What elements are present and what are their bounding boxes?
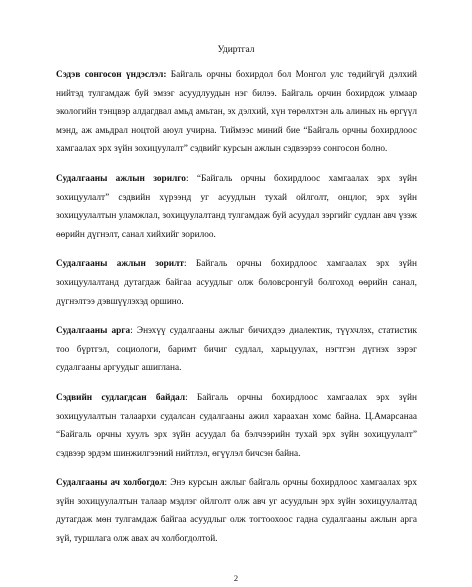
paragraph-research-goal bbox=[56, 170, 417, 244]
paragraph-significance bbox=[56, 474, 417, 548]
paragraph-text: Байгаль орчны бохирдол бол Монгол улс төдийгүй дэлхий нийтэд тулгамдаж буй эмзэг асуудлуудын нэг билээ. Байгаль орчин бохирдож улмаар экологийн тэнцвэр алдагдвал амьд амьтан, эх дэлхий, хүн төрөлхтэн аль алиных нь өргүүл мэнд, аж амьдрал ноцтой аюул учирна. Тиймээс миний бие “Байгаль орчны бохирдлоос хамгаалах эрх зүйн зохицуулалт” сэдвийг курсын ажлын сэдвээрээ сонгосон болно. bbox=[56, 70, 417, 155]
paragraph-lead: Сэдэв сонгосон үндэслэл: bbox=[56, 70, 167, 80]
paragraph-text: : Энэ курсын ажлыг байгаль орчны бохирдлоос хамгаалах эрх зүйн зохицуулалтын талаар мэдлэг ойлголт олж авч уг асуудлын эрх зүйн зохицуулалтад дутагдаж мөн тулгамдаж байгаа асуудлыг олж тогтоохоос гадна судалгааны ажлын арга зүй, туршлага олж авах ач холбогдолтой. bbox=[56, 478, 417, 545]
paragraph-lead: Судалгааны арга bbox=[56, 326, 131, 337]
document-body bbox=[56, 66, 417, 560]
paragraph-prior-research bbox=[56, 389, 417, 463]
paragraph-research-objective bbox=[56, 255, 417, 311]
paragraph-text: : Байгаль орчны бохирдлоос хамгаалах эрх зүйн зохицуулалтын талаархи судалсан судалгааны ажил хараахан хомс байна. Ц.Амарсанаа “Байгаль орчны хуулъ эрх зүйн асуудал ба бэлчээрийн тухай эрх зүйн зохицуулалт” сэдвээр эрдэм шинжилгээний нийтлэл, өгүүлэл бичсэн байна. bbox=[56, 392, 417, 459]
paragraph-lead: Сэдвийн судлагдсан байдал bbox=[56, 392, 186, 403]
paragraph-lead: Судалгааны ач холбогдол bbox=[56, 478, 165, 489]
paragraph-text: : Энэхүү судалгааны ажлыг бичихдээ диалектик, түүхчлэх, статистик тоо бүртгэл, социологи, баримт бичиг судлал, харьцуулах, нэгтгэн дүгнэх зэрэг судалгааны аргуудыг ашиглана. bbox=[56, 326, 417, 374]
page-title: Удиртгал bbox=[217, 45, 255, 55]
paragraph-lead: Судалгааны ажлын зорилт bbox=[56, 259, 184, 270]
paragraph-text: : “Байгаль орчны бохирдлоос хамгаалах эрх зүйн зохицуулалт” сэдвийн хүрээнд уг асуудлын тухай ойлголт, онцлог, эрх зүйн зохицуулалтын уламжлал, зохицуулалтанд тулгамдаж буй асуудал зэргийг судлан авч үзэж өөрийн дүгнэлт, санал хийхийг зорилоо. bbox=[56, 173, 417, 240]
paragraph-text: : Байгаль орчны бохирдлоос хамгаалах эрх зүйн зохицуулалтанд дутагдаж байгаа асуудлыг олж боловсронгуй болгоход өөрийн санал, дүгнэлтээ дэвшүүлэхэд оршино. bbox=[56, 259, 418, 307]
paragraph-topic-rationale bbox=[56, 66, 417, 159]
paragraph-lead: Судалгааны ажлын зорилго bbox=[56, 173, 186, 184]
page-number: 2 bbox=[233, 573, 239, 583]
paragraph-research-method bbox=[56, 322, 417, 378]
